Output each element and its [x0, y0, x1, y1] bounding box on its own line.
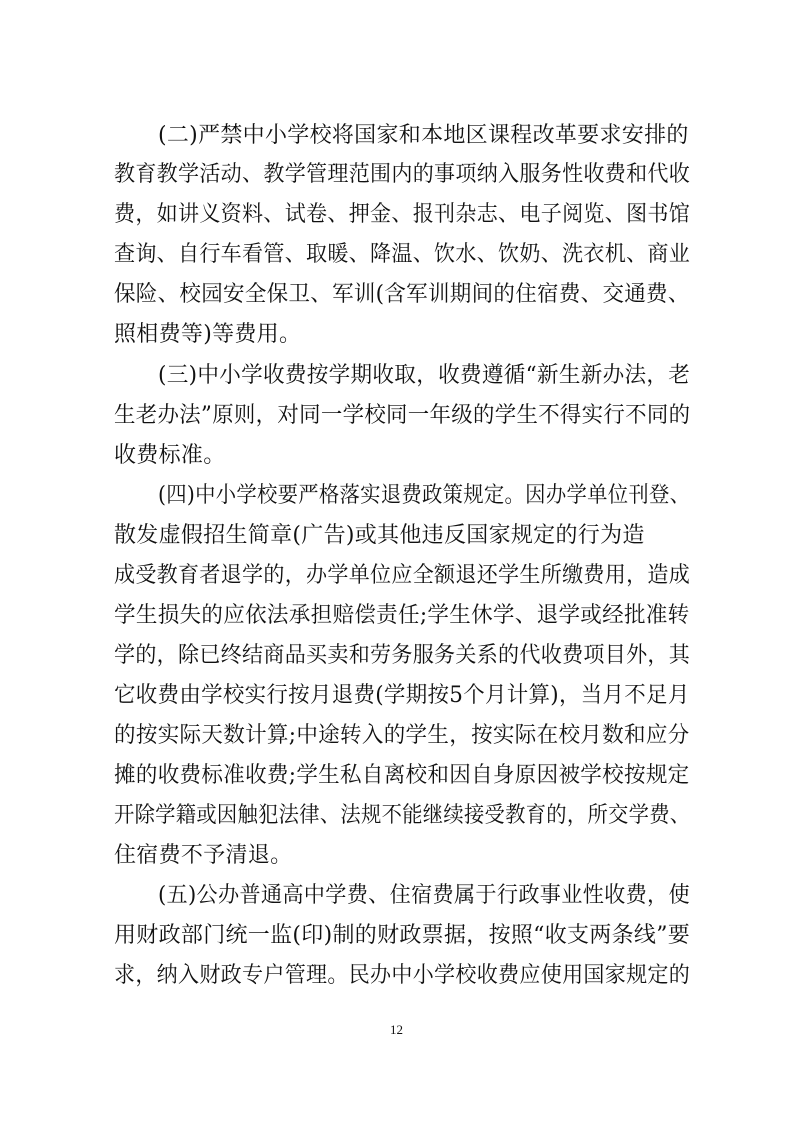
paragraph-3-line-3: 收费标准。 — [114, 443, 226, 468]
paragraph-4-line-10: 住宿费不予清退。 — [114, 843, 293, 868]
paragraph-4-line-6: 它收费由学校实行按月退费(学期按5个月计算)，当月不足月 — [114, 683, 690, 708]
paragraph-2-line-4: 查询、自行车看管、取暖、降温、饮水、饮奶、洗衣机、商业 — [114, 242, 691, 267]
paragraph-2-line-6: 照相费等)等费用。 — [114, 322, 302, 347]
page-number: 12 — [390, 1022, 403, 1037]
paragraph-2-line-2: 教育教学活动、教学管理范围内的事项纳入服务性收费和代收 — [114, 162, 691, 187]
paragraph-5-line-2: 用财政部门统一监(印)制的财政票据，按照“收支两条线”要 — [114, 923, 691, 948]
paragraph-4-line-7: 的按实际天数计算;中途转入的学生，按实际在校月数和应分 — [114, 723, 690, 748]
paragraph-4-line-2: 散发虚假招生简章(广告)或其他违反国家规定的行为造 — [114, 523, 645, 548]
paragraph-2-line-1: (二)严禁中小学校将国家和本地区课程改革要求安排的 — [158, 123, 689, 148]
paragraph-2-line-5: 保险、校园安全保卫、军训(含军训期间的住宿费、交通费、 — [114, 282, 690, 307]
paragraph-4-line-1: (四)中小学校要严格落实退费政策规定。因办学单位刊登、 — [158, 483, 691, 508]
paragraph-3-line-2: 生老办法”原则，对同一学校同一年级的学生不得实行不同的 — [114, 403, 691, 428]
paragraph-4-line-9: 开除学籍或因触犯法律、法规不能继续接受教育的，所交学费、 — [114, 803, 691, 828]
paragraph-4-line-8: 摊的收费标准收费;学生私自离校和因自身原因被学校按规定 — [114, 763, 690, 788]
paragraph-2-line-3: 费，如讲义资料、试卷、押金、报刊杂志、电子阅览、图书馆 — [114, 202, 691, 227]
paragraph-5-line-1: (五)公办普通高中学费、住宿费属于行政事业性收费，使 — [158, 883, 690, 908]
paragraph-4-line-4: 学生损失的应依法承担赔偿责任;学生休学、退学或经批准转 — [114, 603, 690, 628]
paragraph-4-line-3: 成受教育者退学的，办学单位应全额退还学生所缴费用，造成 — [114, 563, 691, 588]
paragraph-4-line-5: 学的，除已终结商品买卖和劳务服务关系的代收费项目外，其 — [114, 643, 691, 668]
paragraph-3-line-1: (三)中小学收费按学期收取，收费遵循“新生新办法，老 — [158, 363, 691, 388]
paragraph-5-line-3: 求，纳入财政专户管理。民办中小学校收费应使用国家规定的 — [114, 963, 691, 988]
